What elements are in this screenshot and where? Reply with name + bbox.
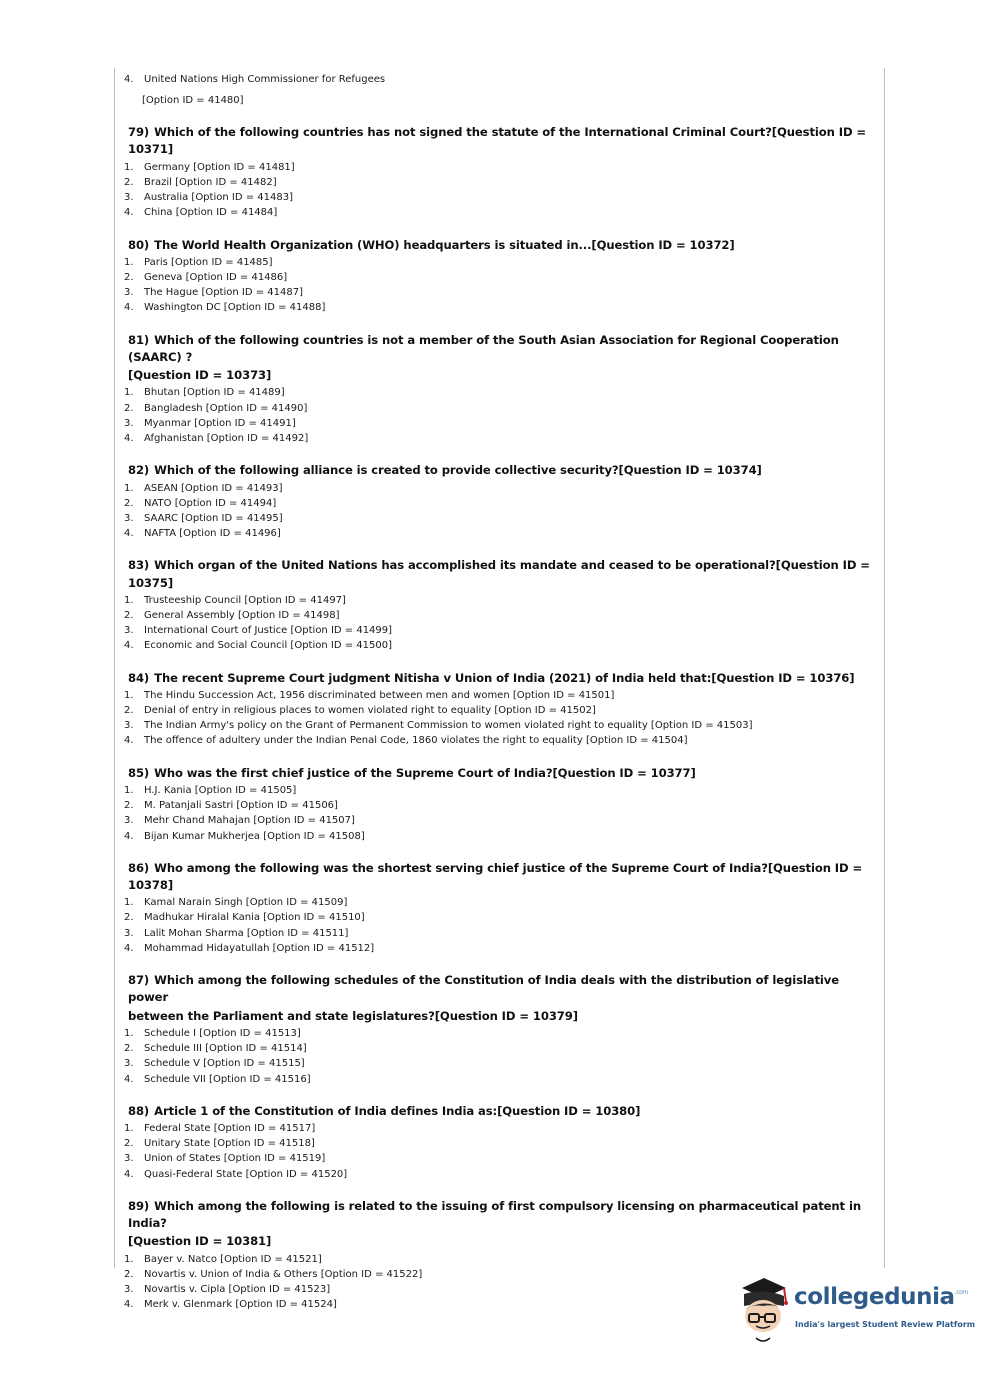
option: [124, 175, 874, 190]
question-list: [124, 124, 874, 1312]
option-number: 3.: [124, 1058, 134, 1070]
option-number: 1.: [124, 689, 134, 701]
option: [124, 941, 874, 956]
option: [124, 496, 874, 511]
option-text: Trusteeship Council [Option ID = 41497]: [144, 594, 346, 606]
option-number: 4.: [124, 528, 134, 540]
option-id: [Option ID = 41480]: [142, 95, 244, 107]
question-heading: [128, 1103, 874, 1120]
question-number: 82): [128, 463, 150, 478]
question-block: [124, 462, 874, 541]
option-text: Schedule I [Option ID = 41513]: [144, 1027, 301, 1039]
option: [124, 733, 874, 748]
option-text: Mohammad Hidayatullah [Option ID = 41512]: [144, 942, 375, 954]
option: [124, 526, 874, 541]
option-number: 4.: [124, 433, 134, 445]
question-text: Who was the first chief justice of the Supreme Court of India?[Question ID = 10377]: [154, 765, 696, 780]
option: [124, 623, 874, 638]
question-block: [124, 124, 874, 220]
option-number: 4.: [124, 74, 134, 85]
option-text: Kamal Narain Singh [Option ID = 41509]: [144, 897, 348, 909]
option: [124, 608, 874, 623]
option: [124, 718, 874, 733]
option: [124, 270, 874, 285]
option-number: 4.: [124, 830, 134, 842]
option-number: 4.: [124, 1168, 134, 1180]
option-text: Washington DC [Option ID = 41488]: [144, 302, 326, 314]
question-heading: [128, 124, 874, 159]
option-text: Novartis v. Union of India & Others [Option ID = 41522]: [144, 1268, 423, 1280]
option-number: 2.: [124, 800, 134, 812]
option-number: 1.: [124, 1122, 134, 1134]
option-number: 3.: [124, 720, 134, 732]
question-number: 87): [128, 973, 150, 988]
option-number: 4.: [124, 735, 134, 747]
option-text: Quasi-Federal State [Option ID = 41520]: [144, 1168, 348, 1180]
option-text: General Assembly [Option ID = 41498]: [144, 610, 340, 622]
option: [124, 1252, 874, 1267]
option: [124, 190, 874, 205]
question-heading: [128, 462, 874, 479]
option: [124, 1167, 874, 1182]
option-text: H.J. Kania [Option ID = 41505]: [144, 784, 297, 796]
option-number: 4.: [124, 640, 134, 652]
question-heading: [128, 1198, 874, 1233]
question-number: 79): [128, 125, 150, 140]
option-text: NAFTA [Option ID = 41496]: [144, 528, 281, 540]
option: [124, 431, 874, 446]
student-mascot-icon: [734, 1272, 796, 1346]
left-border-line: [114, 68, 115, 1268]
option: [124, 829, 874, 844]
option: [124, 72, 874, 87]
question-text: The World Health Organization (WHO) headquarters is situated in...[Question ID = 10372]: [154, 237, 735, 252]
option-text: International Court of Justice [Option ID = 41499]: [144, 625, 393, 637]
option: [124, 703, 874, 718]
option-number: 4.: [124, 207, 134, 219]
collegedunia-logo: [734, 1272, 976, 1346]
option-number: 1.: [124, 1253, 134, 1265]
option-number: 1.: [124, 256, 134, 268]
question-text: Article 1 of the Constitution of India defines India as:[Question ID = 10380]: [154, 1103, 641, 1118]
question-text-continued: [Question ID = 10373]: [128, 368, 272, 383]
question-block: [124, 860, 874, 956]
option-text: Union of States [Option ID = 41519]: [144, 1153, 326, 1165]
option-text: Brazil [Option ID = 41482]: [144, 176, 277, 188]
option: [124, 285, 874, 300]
question-number: 80): [128, 237, 150, 252]
option-text: Economic and Social Council [Option ID = 41500]: [144, 640, 392, 652]
option-number: 2.: [124, 705, 134, 717]
question-number: 84): [128, 670, 150, 685]
option: [124, 416, 874, 431]
question-heading: [128, 670, 874, 687]
option: [124, 638, 874, 653]
question-heading: [128, 332, 874, 367]
option-text: The Hague [Option ID = 41487]: [144, 287, 303, 299]
question-heading: [128, 972, 874, 1007]
option: [124, 926, 874, 941]
question-text: The recent Supreme Court judgment Nitisha v Union of India (2021) of India held that:[Question ID = 10376]: [154, 670, 855, 685]
option-text: Merk v. Glenmark [Option ID = 41524]: [144, 1299, 337, 1311]
logo-wordmark: [794, 1284, 968, 1310]
option-number: 3.: [124, 417, 134, 429]
option-number: 4.: [124, 1299, 134, 1311]
option-number: 3.: [124, 1284, 134, 1295]
question-text: Who among the following was the shortest serving chief justice of the Supreme Court of India?[Question ID = 10378]: [128, 860, 863, 892]
option-number: 2.: [124, 176, 134, 188]
option-text: Afghanistan [Option ID = 41492]: [144, 433, 309, 445]
option-text: Bayer v. Natco [Option ID = 41521]: [144, 1253, 322, 1265]
option: [124, 593, 874, 608]
option-text: Unitary State [Option ID = 41518]: [144, 1138, 315, 1150]
option-number: 3.: [124, 192, 134, 204]
question-text: Which of the following countries has not signed the statute of the International Criminal Court?[Question ID = 10371]: [128, 125, 867, 157]
option-text: Mehr Chand Mahajan [Option ID = 41507]: [144, 815, 355, 827]
question-text: Which among the following is related to the issuing of first compulsory licensing on pharmaceutical patent in India?: [128, 1198, 861, 1231]
option: [124, 1041, 874, 1056]
question-number: 85): [128, 765, 150, 780]
option-number: 3.: [124, 287, 134, 299]
option-number: 3.: [124, 815, 134, 827]
option: [124, 481, 874, 496]
option-text: Paris [Option ID = 41485]: [144, 256, 273, 268]
option: [124, 798, 874, 813]
right-border-line: [884, 68, 885, 1268]
option-text: Bhutan [Option ID = 41489]: [144, 387, 285, 399]
option: [124, 511, 874, 526]
option: [124, 688, 874, 703]
question-text: Which of the following alliance is created to provide collective security?[Question ID = 10374]: [154, 463, 762, 478]
option-text: Germany [Option ID = 41481]: [144, 161, 295, 173]
option-text: NATO [Option ID = 41494]: [144, 497, 277, 509]
option-number: 1.: [124, 161, 134, 173]
option-number: 2.: [124, 272, 134, 284]
option-text: Geneva [Option ID = 41486]: [144, 272, 288, 284]
question-heading: [128, 557, 874, 592]
option-text: The offence of adultery under the Indian Penal Code, 1860 violates the right to equality [Option ID = 41504]: [144, 735, 688, 747]
question-text-continued: [Question ID = 10381]: [128, 1234, 272, 1249]
option-text: Novartis v. Cipla [Option ID = 41523]: [144, 1284, 331, 1295]
option-text: Lalit Mohan Sharma [Option ID = 41511]: [144, 927, 349, 939]
question-number: 83): [128, 558, 150, 573]
option-number: 2.: [124, 497, 134, 509]
option-number: 2.: [124, 1138, 134, 1150]
option: [124, 1026, 874, 1041]
option-number: 3.: [124, 927, 134, 939]
option: [124, 813, 874, 828]
question-block: [124, 670, 874, 749]
question-number: 88): [128, 1103, 150, 1118]
option-number: 4.: [124, 942, 134, 954]
option: [124, 1056, 874, 1071]
question-block: [124, 332, 874, 447]
option-text: Madhukar Hiralal Kania [Option ID = 41510]: [144, 912, 365, 924]
option-number: 1.: [124, 594, 134, 606]
option: [124, 1151, 874, 1166]
option-text: Australia [Option ID = 41483]: [144, 192, 293, 204]
option-number: 1.: [124, 784, 134, 796]
question-text: Which among the following schedules of the Constitution of India deals with the distribution of legislative power: [128, 973, 840, 1005]
option-number: 4.: [124, 1073, 134, 1085]
option-text: Schedule V [Option ID = 41515]: [144, 1058, 305, 1070]
logo-suffix: .com: [954, 1289, 968, 1296]
question-number: 89): [128, 1198, 150, 1213]
option-text: M. Patanjali Sastri [Option ID = 41506]: [144, 800, 338, 812]
logo-tagline: India's largest Student Review Platform: [795, 1320, 976, 1329]
option: [124, 895, 874, 910]
option: [124, 910, 874, 925]
option-number: 2.: [124, 402, 134, 414]
option-number: 2.: [124, 912, 134, 924]
option-number: 1.: [124, 482, 134, 494]
option: [124, 1136, 874, 1151]
option: [124, 1121, 874, 1136]
option-text: Denial of entry in religious places to women violated right to equality [Option ID = 41502]: [144, 705, 596, 717]
option-text: United Nations High Commissioner for Refugees: [144, 74, 386, 85]
option: [124, 205, 874, 220]
option: [124, 300, 874, 315]
option-number: 3.: [124, 512, 134, 524]
option: [124, 160, 874, 175]
option-text: Bijan Kumar Mukherjea [Option ID = 41508]: [144, 830, 365, 842]
question-heading: [128, 765, 874, 782]
question-paper: [124, 72, 874, 1312]
option-text: The Hindu Succession Act, 1956 discriminated between men and women [Option ID = 41501]: [144, 689, 615, 701]
question-block: [124, 972, 874, 1087]
question-heading: [128, 237, 874, 254]
option-text: China [Option ID = 41484]: [144, 207, 278, 219]
option-text: Myanmar [Option ID = 41491]: [144, 417, 296, 429]
option-text: Federal State [Option ID = 41517]: [144, 1122, 316, 1134]
option-number: 2.: [124, 1043, 134, 1055]
option-number: 1.: [124, 897, 134, 909]
logo-name: collegedunia: [794, 1284, 955, 1310]
option: [124, 385, 874, 400]
option-number: 3.: [124, 1153, 134, 1165]
question-heading: [128, 860, 874, 895]
question-block: [124, 1103, 874, 1182]
option: [124, 255, 874, 270]
option-number: 3.: [124, 625, 134, 637]
option-text: SAARC [Option ID = 41495]: [144, 512, 283, 524]
option: [124, 1072, 874, 1087]
question-number: 86): [128, 860, 150, 875]
option-text: ASEAN [Option ID = 41493]: [144, 482, 283, 494]
option-number: 1.: [124, 1027, 134, 1039]
option: [124, 401, 874, 416]
question-text-continued: between the Parliament and state legislatures?[Question ID = 10379]: [128, 1008, 578, 1023]
option: [124, 783, 874, 798]
option-text: Schedule VII [Option ID = 41516]: [144, 1073, 311, 1085]
question-block: [124, 765, 874, 844]
option-number: 1.: [124, 387, 134, 399]
question-number: 81): [128, 332, 150, 347]
option-text: Schedule III [Option ID = 41514]: [144, 1043, 307, 1055]
option-number: 2.: [124, 1268, 134, 1280]
question-block: [124, 237, 874, 316]
question-block: [124, 557, 874, 653]
question-text: Which of the following countries is not a member of the South Asian Association for Regional Cooperation (SAARC) ?: [128, 332, 839, 364]
previous-question-tail: [124, 72, 874, 108]
option-text: Bangladesh [Option ID = 41490]: [144, 402, 308, 414]
option-number: 2.: [124, 610, 134, 622]
option-number: 4.: [124, 302, 134, 314]
question-text: Which organ of the United Nations has accomplished its mandate and ceased to be operational?[Question ID = 10375]: [128, 558, 870, 590]
option-text: The Indian Army's policy on the Grant of Permanent Commission to women violated right to equality [Option ID = 41503]: [144, 720, 753, 732]
